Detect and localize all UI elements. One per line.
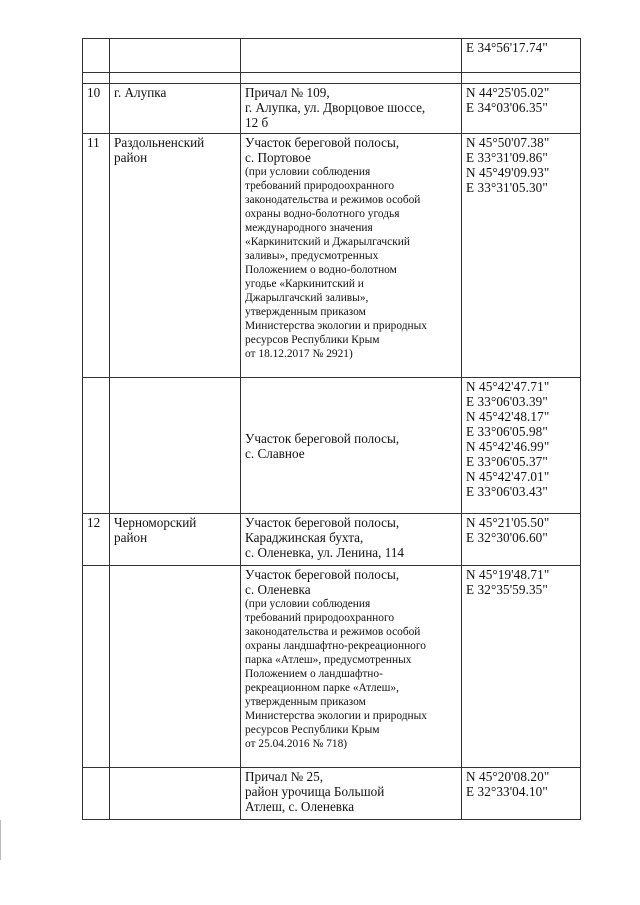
- place-line: Участок береговой полосы,: [245, 430, 400, 446]
- row-number-cell: [83, 39, 110, 73]
- table-row: [83, 566, 581, 768]
- coordinate-value: N 45°42'48.17": [466, 409, 550, 424]
- coordinate-value: E 32°30'06.60": [466, 530, 548, 545]
- place-line: Причал № 25,: [245, 769, 324, 784]
- coordinate-value: N 44°25'05.02": [466, 85, 550, 100]
- area-line: Раздольненский: [114, 135, 205, 150]
- spacer-cell: [241, 73, 462, 84]
- coordinate-value: N 45°42'47.71": [466, 379, 550, 394]
- place-note-line: охраны ландшафтно-рекреационного: [245, 640, 426, 652]
- place-line: Участок береговой полосы,: [245, 135, 400, 150]
- row-number-cell: 10: [83, 84, 110, 134]
- scan-edge-mark: [0, 820, 1, 860]
- row-number-cell: [83, 768, 110, 820]
- place-cell: [241, 378, 462, 514]
- area-cell: [110, 514, 241, 566]
- coordinate-value: E 33°06'03.43": [466, 484, 548, 499]
- coordinate-value: E 34°56'17.74": [466, 40, 548, 55]
- place-cell: [241, 566, 462, 768]
- row-number-cell: [83, 566, 110, 768]
- coords-cell: [462, 566, 581, 768]
- place-note-line: рекреационном парке «Атлеш»,: [245, 682, 399, 694]
- place-note-line: (при условии соблюдения: [245, 598, 371, 610]
- place-note-line: утвержденным приказом: [245, 696, 366, 708]
- area-cell: [110, 39, 241, 73]
- coords-cell: [462, 514, 581, 566]
- place-note-line: требований природоохранного: [245, 612, 395, 624]
- place-line: Атлеш, с. Оленевка: [245, 799, 355, 814]
- place-note-line: ресурсов Республики Крым: [245, 334, 380, 346]
- place-line: с. Портовое: [245, 150, 311, 165]
- place-note-line: от 18.12.2017 № 2921): [245, 348, 353, 360]
- area-line: г. Алупка: [114, 85, 167, 100]
- place-cell: [241, 514, 462, 566]
- place-note-line: ресурсов Республики Крым: [245, 724, 380, 736]
- place-cell: [241, 39, 462, 73]
- area-cell: [110, 566, 241, 768]
- coords-cell: [462, 378, 581, 514]
- area-cell: [110, 134, 241, 378]
- coords-cell: [462, 768, 581, 820]
- place-note-line: законодательства и режимов особой: [245, 626, 421, 638]
- beach-locations-table: [82, 38, 581, 820]
- table-row: [83, 39, 581, 73]
- area-line: район: [114, 150, 148, 165]
- place-note-line: от 25.04.2016 № 718): [245, 738, 348, 750]
- table-row: [83, 84, 581, 134]
- coordinate-value: E 33°31'09.86": [466, 150, 548, 165]
- spacer-cell: [83, 73, 110, 84]
- coordinate-value: N 45°20'08.20": [466, 769, 550, 784]
- place-note-line: требований природоохранного: [245, 180, 395, 192]
- coordinate-value: E 32°35'59.35": [466, 582, 548, 597]
- place-note-line: утвержденным приказом: [245, 306, 366, 318]
- area-cell: [110, 84, 241, 134]
- coords-cell: [462, 84, 581, 134]
- area-cell: [110, 378, 241, 514]
- place-note-line: (при условии соблюдения: [245, 166, 371, 178]
- row-number-cell: 12: [83, 514, 110, 566]
- coordinate-value: E 33°31'05.30": [466, 180, 548, 195]
- place-line: 12 б: [245, 115, 269, 130]
- place-line: г. Алупка, ул. Дворцовое шоссе,: [245, 100, 426, 115]
- area-line: район: [114, 530, 148, 545]
- table-row: [83, 378, 581, 514]
- spacer-cell: [110, 73, 241, 84]
- place-note-line: законодательства и режимов особой: [245, 194, 421, 206]
- row-number-cell: 11: [83, 134, 110, 378]
- place-line: Караджинская бухта,: [245, 530, 364, 545]
- row-number-cell: [83, 378, 110, 514]
- place-line: с. Оленевка: [245, 582, 311, 597]
- coordinate-value: E 34°03'06.35": [466, 100, 548, 115]
- table-body: [83, 39, 581, 820]
- place-note-line: Министерства экологии и природных: [245, 710, 427, 722]
- area-line: Черноморский: [114, 515, 197, 530]
- area-cell: [110, 768, 241, 820]
- place-line: Участок береговой полосы,: [245, 515, 400, 530]
- place-cell: [241, 134, 462, 378]
- place-note-line: парка «Атлеш», предусмотренных: [245, 654, 412, 666]
- place-cell: [241, 768, 462, 820]
- place-line: Причал № 109,: [245, 85, 330, 100]
- coordinate-value: N 45°50'07.38": [466, 135, 550, 150]
- place-note-line: заливы», предусмотренных: [245, 250, 379, 262]
- table-row: [83, 768, 581, 820]
- place-line: Участок береговой полосы,: [245, 567, 400, 582]
- coords-cell: [462, 39, 581, 73]
- coordinate-value: N 45°21'05.50": [466, 515, 550, 530]
- place-note-line: угодье «Каркинитский и: [245, 278, 364, 290]
- coordinate-value: E 33°06'05.37": [466, 454, 548, 469]
- place-note-line: международного значения: [245, 222, 373, 234]
- coords-cell: [462, 134, 581, 378]
- place-line: с. Оленевка, ул. Ленина, 114: [245, 545, 405, 560]
- coordinate-value: N 45°42'47.01": [466, 469, 550, 484]
- place-note-line: охраны водно-болотного угодья: [245, 208, 400, 220]
- table-row: [83, 514, 581, 566]
- coordinate-value: E 33°06'03.39": [466, 394, 548, 409]
- coordinate-value: E 33°06'05.98": [466, 424, 548, 439]
- table-row: [83, 134, 581, 378]
- coordinate-value: N 45°49'09.93": [466, 165, 550, 180]
- place-line: район урочища Большой: [245, 784, 385, 799]
- coordinate-value: E 32°33'04.10": [466, 784, 548, 799]
- place-cell: [241, 84, 462, 134]
- coordinate-value: N 45°19'48.71": [466, 567, 550, 582]
- place-note-line: Джарылгачский заливы»,: [245, 292, 369, 304]
- place-note-line: Положением о водно-болотном: [245, 264, 397, 276]
- place-note-line: Положением о ландшафтно-: [245, 668, 383, 680]
- place-note-line: Министерства экологии и природных: [245, 320, 427, 332]
- table-row-spacer: [83, 73, 581, 84]
- coordinate-value: N 45°42'46.99": [466, 439, 550, 454]
- spacer-cell: [462, 73, 581, 84]
- place-note-line: «Каркинитский и Джарылгачский: [245, 236, 410, 248]
- place-line: с. Славное: [245, 445, 305, 461]
